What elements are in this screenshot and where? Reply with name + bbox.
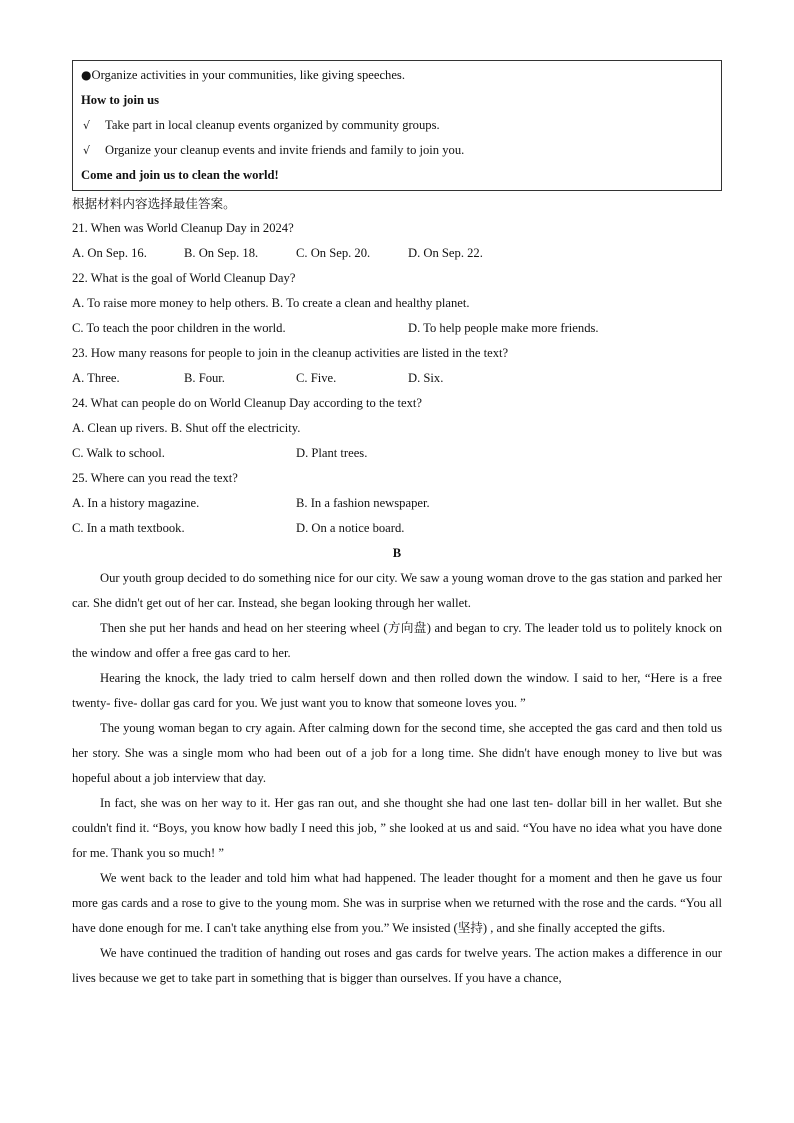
option-a: A. Clean up rivers. [72, 421, 168, 435]
options-row [72, 491, 722, 516]
option-d: D. On Sep. 22. [408, 246, 483, 260]
options-row [72, 241, 722, 266]
option-d: D. On a notice board. [296, 521, 405, 535]
options-row [72, 416, 722, 441]
checkmark-icon: √ [83, 144, 91, 157]
option-a: A. In a history magazine. [72, 496, 200, 510]
check-item-text: Organize your cleanup events and invite friends and family to join you. [105, 143, 465, 157]
option-c: C. Five. [296, 371, 337, 385]
option-a: A. To raise more money to help others. [72, 296, 269, 310]
question-stem: 22. What is the goal of World Cleanup Day? [72, 271, 296, 285]
notice-bullet-text: Organize activities in your communities, like giving speeches. [91, 68, 405, 82]
checkmark-icon: √ [83, 119, 91, 132]
option-b: B. In a fashion newspaper. [296, 496, 430, 510]
question-stem: 23. How many reasons for people to join in the cleanup activities are listed in the text? [72, 346, 509, 360]
question-stem: 25. Where can you read the text? [72, 471, 238, 485]
option-b: B. To create a clean and healthy planet. [271, 296, 470, 310]
option-c: C. Walk to school. [72, 446, 165, 460]
notice-bullet-line [81, 63, 713, 88]
option-a: A. Three. [72, 371, 120, 385]
document-page [72, 60, 722, 991]
option-b: B. Shut off the electricity. [170, 421, 301, 435]
options-row [72, 366, 722, 391]
passage-paragraph: Hearing the knock, the lady tried to calm herself down and then rolled down the window. I said to her, “Here is a free twenty- five- dollar gas card for you. We just want you to know that someone loves you. ” [72, 671, 722, 710]
how-to-join-heading: How to join us [81, 93, 160, 107]
option-d: D. Six. [408, 371, 444, 385]
option-c: C. In a math textbook. [72, 521, 185, 535]
notice-closing: Come and join us to clean the world! [81, 168, 279, 182]
options-row [72, 316, 722, 341]
passage-paragraph: We went back to the leader and told him what had happened. The leader thought for a moment and then he gave us four more gas cards and a rose to give to the young mom. She was in surprise when we returned with the rose and the cards. “You all have done enough for me. I can't take anything else from you.” We insisted (坚持) , and she finally accepted the gifts. [72, 871, 722, 935]
passage-paragraph: Our youth group decided to do something nice for our city. We saw a young woman drove to the gas station and parked her car. She didn't get out of her car. Instead, she began looking through her wallet. [72, 571, 722, 610]
instruction: 根据材料内容选择最佳答案。 [72, 196, 236, 211]
question-stem: 24. What can people do on World Cleanup Day according to the text? [72, 396, 422, 410]
option-d: D. To help people make more friends. [408, 321, 599, 335]
passage-paragraph: Then she put her hands and head on her steering wheel (方向盘) and began to cry. The leader told us to politely knock on the window and offer a free gas card to her. [72, 621, 722, 660]
check-item-text: Take part in local cleanup events organized by community groups. [105, 118, 440, 132]
option-a: A. On Sep. 16. [72, 246, 147, 260]
option-d: D. Plant trees. [296, 446, 368, 460]
section-b-title: B [392, 546, 402, 560]
notice-check-item [81, 113, 713, 138]
passage-paragraph: In fact, she was on her way to it. Her gas ran out, and she thought she had one last ten- dollar bill in her wallet. But she couldn't find it. “Boys, you know how badly I need this job, ” she looked at us and said. “You have no idea what you have done for me. Thank you so much! ” [72, 796, 722, 860]
options-row [72, 291, 722, 316]
options-row [72, 441, 722, 466]
passage-paragraph: We have continued the tradition of handing out roses and gas cards for twelve years. The action makes a difference in our lives because we get to take part in something that is bigger than ourselves. If you have a chance, [72, 946, 722, 985]
option-b: B. On Sep. 18. [184, 246, 259, 260]
question-stem: 21. When was World Cleanup Day in 2024? [72, 221, 294, 235]
option-b: B. Four. [184, 371, 225, 385]
passage-paragraph: The young woman began to cry again. After calming down for the second time, she accepted the gas card and then told us her story. She was a single mom who had been out of a job for a long time. She didn't have enough money to live but was hopeful about a job interview that day. [72, 721, 722, 785]
option-c: C. To teach the poor children in the world. [72, 321, 286, 335]
notice-check-item [81, 138, 713, 163]
notice-box [72, 60, 722, 191]
options-row [72, 516, 722, 541]
option-c: C. On Sep. 20. [296, 246, 371, 260]
bullet-icon: ● [81, 68, 92, 82]
